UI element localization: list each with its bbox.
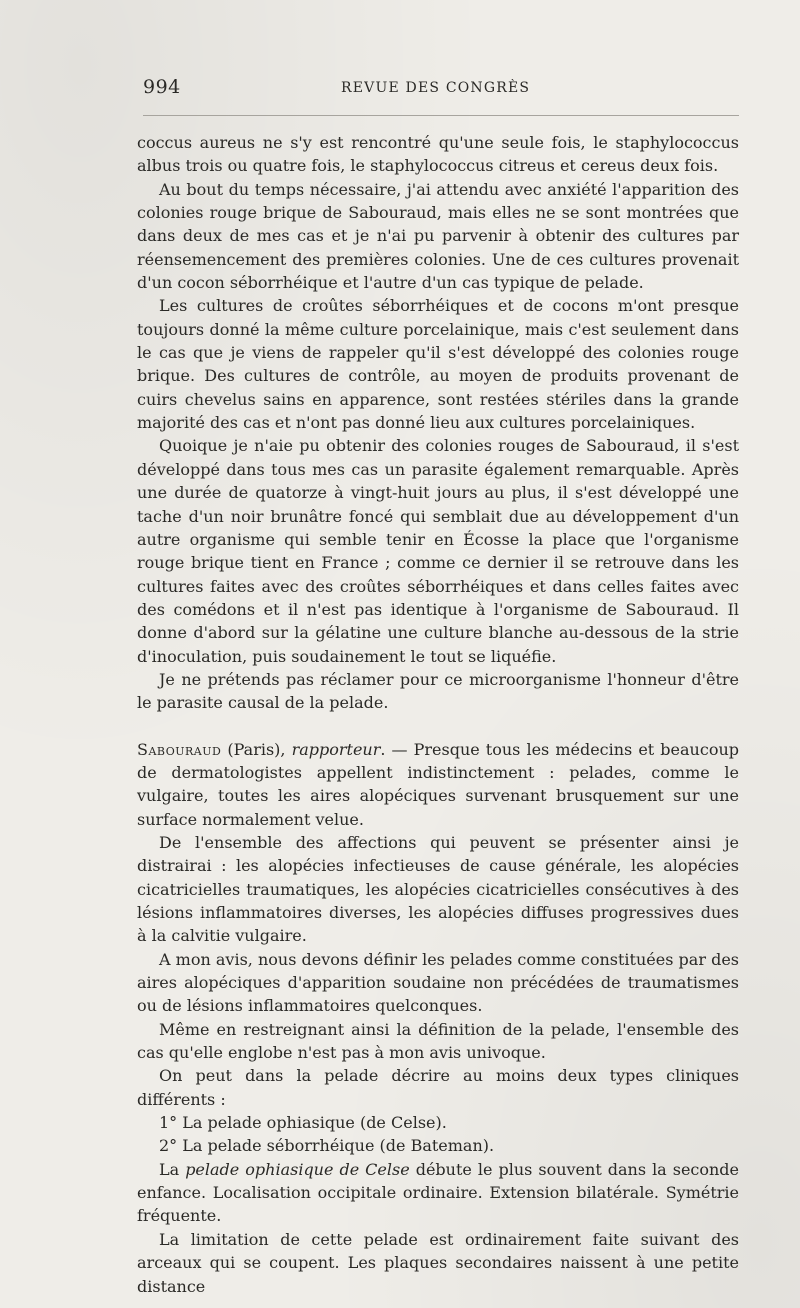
- paragraph-13-lead: La: [159, 1159, 186, 1179]
- author-location: (Paris),: [221, 739, 292, 759]
- paragraph-3: Les cultures de croûtes séborrhéiques et de cocons m'ont presque toujours donné la même culture porcelainique, mais c'est seulement dans le cas que je viens de rappeler qu'il s'est développé des colonies rouge brique. Des cultures de contrôle, au moyen de produits provenant de cuirs chevelus sains en apparence, sont restées stériles dans la grande majorité des cas et n'ont pas donné lieu aux cultures porcelainiques.: [137, 296, 739, 433]
- list-item-1: 1° La pelade ophiasique (de Celse).: [159, 1113, 447, 1133]
- paragraph-9: Même en restreignant ainsi la définition de la pelade, l'ensemble des cas qu'elle englobe n'est pas à mon avis univoque.: [137, 1019, 739, 1063]
- paragraph-5: Je ne prétends pas réclamer pour ce microorganisme l'honneur d'être le parasite causal de la pelade.: [137, 669, 739, 713]
- paragraph-14: La limitation de cette pelade est ordinairement faite suivant des arceaux qui se coupent. Les plaques secondaires naissent à une petite distance: [137, 1229, 739, 1296]
- running-title: REVUE DES CONGRÈS: [341, 80, 531, 96]
- paragraph-6-text: . — Presque tous les médecins et beaucoup de dermatologistes appellent indistinctement : pelades, comme le vulgaire, toutes les aires alopéciques survenant brusquement sur une surface normalement velue.: [137, 739, 739, 829]
- paragraph-2: Au bout du temps nécessaire, j'ai attendu avec anxiété l'apparition des colonies rouge brique de Sabouraud, mais elles ne se sont montrées que dans deux de mes cas et je n'ai pu parvenir à obtenir des cultures par réensemencement des premières colonies. Une de ces cultures provenait d'un cocon séborrhéique et l'autre d'un cas typique de pelade.: [137, 179, 739, 293]
- author-name: Sabouraud: [137, 739, 222, 759]
- author-role: rapporteur: [291, 739, 381, 759]
- paragraph-13-emphasis: pelade ophiasique de Celse: [185, 1159, 410, 1179]
- paragraph-4: Quoique je n'aie pu obtenir des colonies rouges de Sabouraud, il s'est développé dans tous mes cas un parasite également remarquable. Après une durée de quatorze à vingt-huit jours au plus, il s'est développé une tache d'un noir brunâtre foncé qui semblait due au développement d'un autre organisme qui semble tenir en Écosse la place que l'organisme rouge brique tient en France ; comme ce dernier il se retrouve dans les cultures faites avec des croûtes séborrhéiques et dans celles faites avec des comédons et il n'est pas identique à l'organisme de Sabouraud. Il donne d'abord sur la gélatine une culture blanche au-dessous de la strie d'inoculation, puis soudainement le tout se liquéfie.: [137, 436, 739, 666]
- paragraph-10: On peut dans la pelade décrire au moins deux types cliniques différents :: [137, 1066, 739, 1109]
- body-text: [137, 131, 739, 1298]
- list-item-2: 2° La pelade séborrhéique (de Bateman).: [159, 1136, 495, 1156]
- paragraph-13-text: débute le plus souvent dans la seconde enfance. Localisation occipitale ordinaire. Extension bilatérale. Symétrie fréquente.: [137, 1159, 740, 1226]
- paragraph-8: A mon avis, nous devons définir les pelades comme constituées par des aires alopéciques d'apparition soudaine non précédées de traumatismes ou de lésions inflammatoires quelconques.: [137, 949, 739, 1016]
- paragraph-13: [137, 1158, 739, 1228]
- page-header: [143, 76, 739, 100]
- paragraph-sabouraud: [137, 738, 739, 831]
- paragraph-7: De l'ensemble des affections qui peuvent se présenter ainsi je distrairai : les alopécies infectieuses de cause générale, les alopécies cicatricielles traumatiques, les alopécies cicatricielles consécutives à des lésions inflammatoires diverses, les alopécies diffuses progressives dues à la calvitie vulgaire.: [137, 832, 739, 946]
- header-rule: [143, 115, 739, 116]
- page-number: 994: [143, 76, 181, 98]
- paragraph-1: coccus aureus ne s'y est rencontré qu'une seule fois, le staphylococcus albus trois ou quatre fois, le staphylococcus citreus et cereus deux fois.: [137, 133, 739, 176]
